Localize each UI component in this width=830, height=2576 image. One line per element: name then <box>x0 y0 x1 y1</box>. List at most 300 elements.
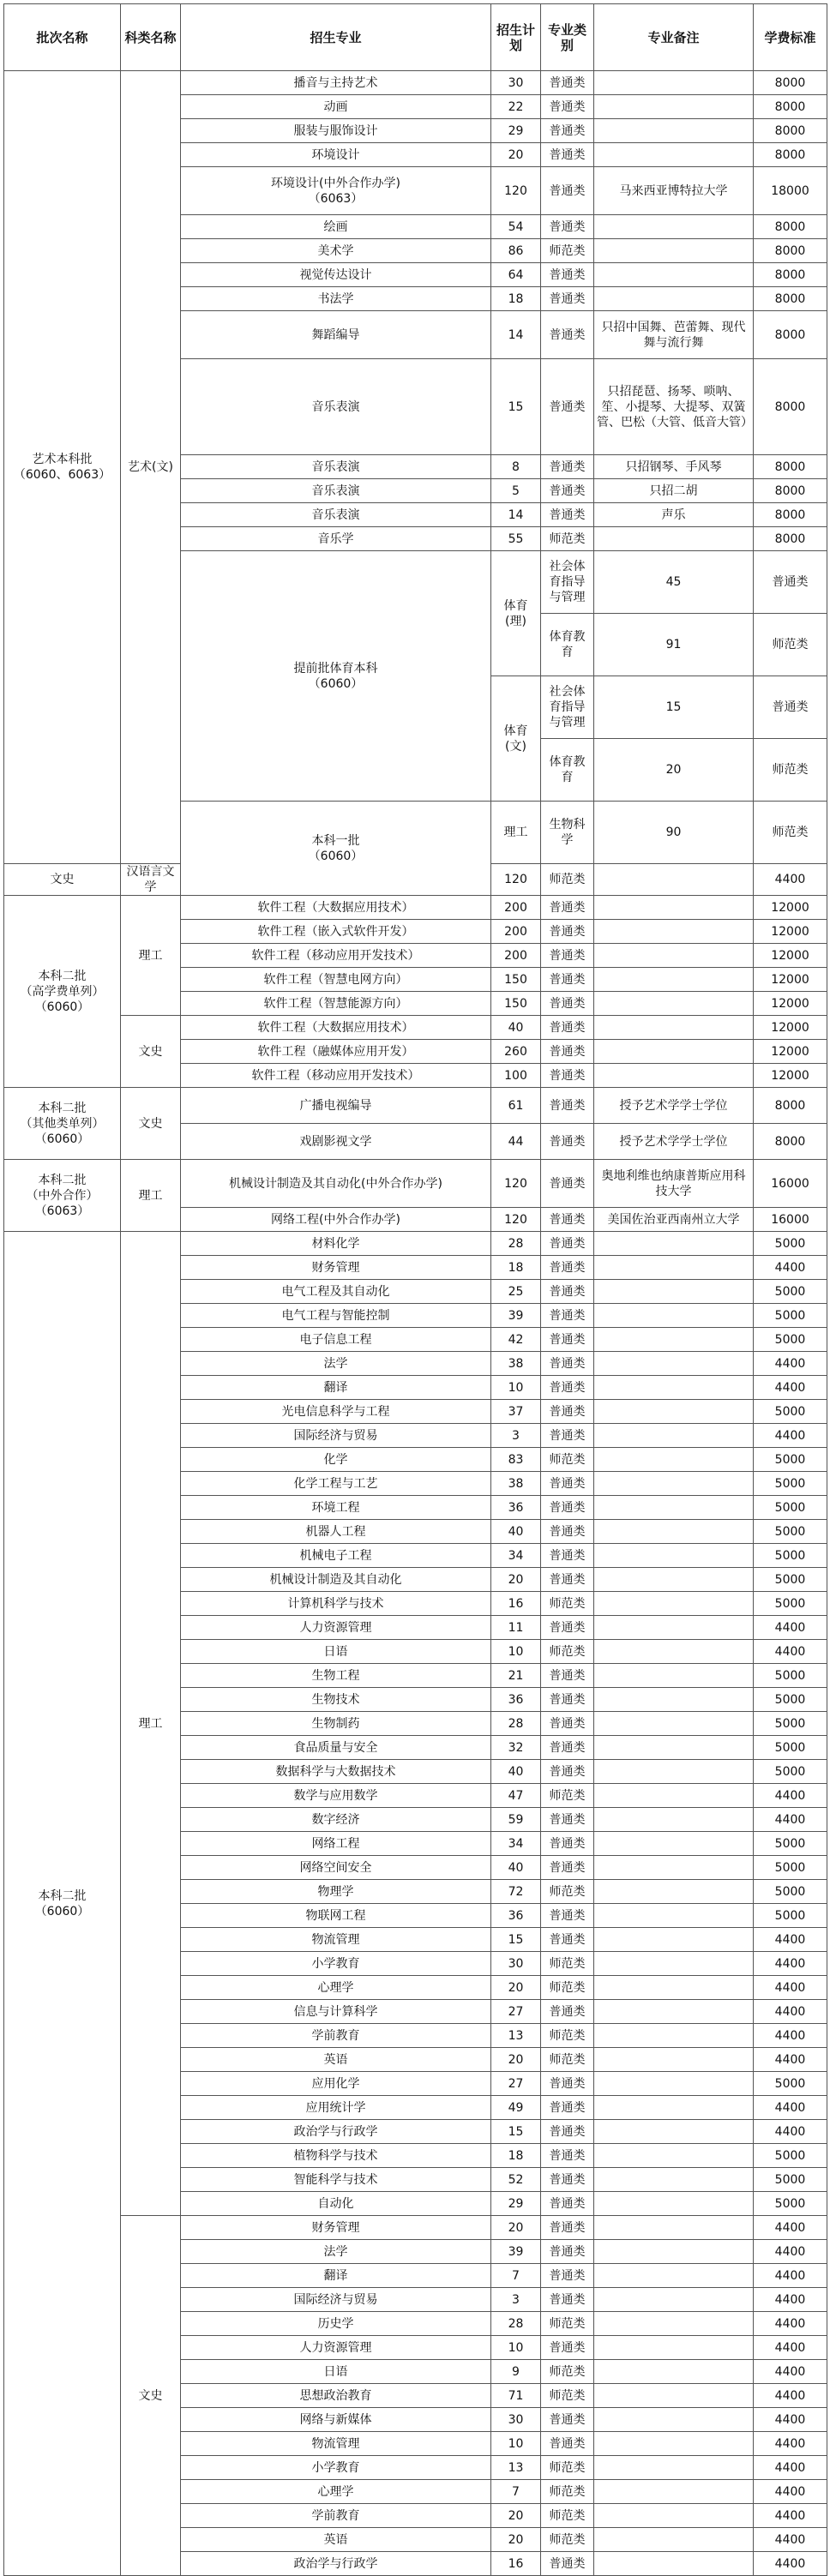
plan-cell: 10 <box>491 2432 541 2456</box>
major-cell: 软件工程（移动应用开发技术） <box>181 1064 491 1088</box>
header-type: 专业类别 <box>541 4 594 71</box>
major-cell: 物理学 <box>181 1880 491 1904</box>
fee-cell: 5000 <box>754 1856 827 1880</box>
note-cell <box>594 1568 754 1592</box>
type-cell: 师范类 <box>754 614 827 676</box>
type-cell: 普通类 <box>541 1856 594 1880</box>
type-cell: 普通类 <box>754 676 827 739</box>
category-cell: 体育(理) <box>491 551 541 676</box>
plan-cell: 25 <box>491 1280 541 1304</box>
fee-cell: 5000 <box>754 2168 827 2192</box>
type-cell: 普通类 <box>541 2432 594 2456</box>
header-row <box>4 4 827 71</box>
type-cell: 普通类 <box>541 263 594 287</box>
plan-cell: 40 <box>491 1856 541 1880</box>
major-cell: 网络与新媒体 <box>181 2408 491 2432</box>
note-cell <box>594 1280 754 1304</box>
fee-cell: 8000 <box>754 119 827 143</box>
note-cell <box>594 1232 754 1256</box>
fee-cell: 4400 <box>754 864 827 896</box>
fee-cell: 4400 <box>754 2312 827 2336</box>
note-cell <box>594 2312 754 2336</box>
plan-cell: 59 <box>491 1808 541 1832</box>
type-cell: 普通类 <box>541 1256 594 1280</box>
note-cell <box>594 2456 754 2480</box>
type-cell: 师范类 <box>541 1592 594 1616</box>
major-cell: 软件工程（大数据应用技术） <box>181 1016 491 1040</box>
major-cell: 体育教育 <box>541 614 594 676</box>
table-row <box>4 896 827 920</box>
major-cell: 生物制药 <box>181 1712 491 1736</box>
note-cell <box>594 1016 754 1040</box>
type-cell: 普通类 <box>541 992 594 1016</box>
major-cell: 思想政治教育 <box>181 2384 491 2408</box>
major-cell: 书法学 <box>181 287 491 311</box>
fee-cell: 4400 <box>754 1928 827 1952</box>
fee-cell: 5000 <box>754 1280 827 1304</box>
plan-cell: 71 <box>491 2384 541 2408</box>
fee-cell: 16000 <box>754 1208 827 1232</box>
type-cell: 师范类 <box>541 2456 594 2480</box>
major-cell: 电气工程及其自动化 <box>181 1280 491 1304</box>
note-cell <box>594 1304 754 1328</box>
table-row <box>4 1160 827 1208</box>
note-cell <box>594 1664 754 1688</box>
note-cell <box>594 1904 754 1928</box>
major-cell: 日语 <box>181 2360 491 2384</box>
type-cell: 师范类 <box>754 739 827 802</box>
type-cell: 普通类 <box>541 2288 594 2312</box>
note-cell <box>594 1760 754 1784</box>
plan-cell: 15 <box>491 1928 541 1952</box>
fee-cell: 4400 <box>754 2216 827 2240</box>
major-cell: 绘画 <box>181 215 491 239</box>
type-cell: 师范类 <box>541 1448 594 1472</box>
major-cell: 软件工程（嵌入式软件开发） <box>181 920 491 944</box>
type-cell: 普通类 <box>541 359 594 455</box>
note-cell <box>594 2096 754 2120</box>
major-cell: 音乐表演 <box>181 455 491 479</box>
fee-cell: 5000 <box>754 1328 827 1352</box>
header-major: 招生专业 <box>181 4 491 71</box>
plan-cell: 3 <box>491 2288 541 2312</box>
note-cell <box>594 896 754 920</box>
major-cell: 植物科学与技术 <box>181 2144 491 2168</box>
type-cell: 普通类 <box>541 2120 594 2144</box>
plan-cell: 7 <box>491 2480 541 2504</box>
major-cell: 财务管理 <box>181 1256 491 1280</box>
fee-cell: 4400 <box>754 2384 827 2408</box>
fee-cell: 8000 <box>754 143 827 167</box>
major-cell: 食品质量与安全 <box>181 1736 491 1760</box>
fee-cell: 12000 <box>754 992 827 1016</box>
plan-cell: 21 <box>491 1664 541 1688</box>
type-cell: 师范类 <box>541 2480 594 2504</box>
major-cell: 环境设计(中外合作办学) （6063） <box>181 167 491 215</box>
type-cell: 师范类 <box>541 2312 594 2336</box>
plan-cell: 150 <box>491 968 541 992</box>
type-cell: 普通类 <box>541 1328 594 1352</box>
note-cell <box>594 968 754 992</box>
major-cell: 学前教育 <box>181 2024 491 2048</box>
fee-cell: 5000 <box>754 1664 827 1688</box>
note-cell <box>594 1448 754 1472</box>
header-note: 专业备注 <box>594 4 754 71</box>
type-cell: 普通类 <box>541 1688 594 1712</box>
note-cell: 只招中国舞、芭蕾舞、现代舞与流行舞 <box>594 311 754 359</box>
major-cell: 机械电子工程 <box>181 1544 491 1568</box>
type-cell: 普通类 <box>541 2192 594 2216</box>
note-cell <box>594 119 754 143</box>
plan-cell: 15 <box>594 676 754 739</box>
major-cell: 动画 <box>181 95 491 119</box>
major-cell: 历史学 <box>181 2312 491 2336</box>
fee-cell: 5000 <box>754 1712 827 1736</box>
note-cell <box>594 287 754 311</box>
category-cell: 文史 <box>121 1016 181 1088</box>
plan-cell: 20 <box>491 143 541 167</box>
major-cell: 广播电视编导 <box>181 1088 491 1124</box>
fee-cell: 8000 <box>754 479 827 503</box>
major-cell: 国际经济与贸易 <box>181 2288 491 2312</box>
note-cell <box>594 1616 754 1640</box>
major-cell: 音乐学 <box>181 527 491 551</box>
plan-cell: 39 <box>491 2240 541 2264</box>
major-cell: 人力资源管理 <box>181 2336 491 2360</box>
type-cell: 普通类 <box>541 479 594 503</box>
fee-cell: 4400 <box>754 1784 827 1808</box>
major-cell: 英语 <box>181 2528 491 2552</box>
type-cell: 普通类 <box>541 1760 594 1784</box>
fee-cell: 8000 <box>754 71 827 95</box>
note-cell <box>594 2360 754 2384</box>
type-cell: 师范类 <box>541 1976 594 2000</box>
major-cell: 音乐表演 <box>181 479 491 503</box>
major-cell: 化学 <box>181 1448 491 1472</box>
plan-cell: 34 <box>491 1544 541 1568</box>
type-cell: 师范类 <box>541 2384 594 2408</box>
major-cell: 智能科学与技术 <box>181 2168 491 2192</box>
major-cell: 软件工程（智慧电网方向） <box>181 968 491 992</box>
table-row <box>4 2216 827 2240</box>
fee-cell: 5000 <box>754 1568 827 1592</box>
type-cell: 普通类 <box>541 1712 594 1736</box>
plan-cell: 40 <box>491 1016 541 1040</box>
note-cell <box>594 143 754 167</box>
plan-cell: 45 <box>594 551 754 614</box>
major-cell: 法学 <box>181 2240 491 2264</box>
fee-cell: 5000 <box>754 1904 827 1928</box>
type-cell: 师范类 <box>541 1640 594 1664</box>
note-cell <box>594 2168 754 2192</box>
type-cell: 普通类 <box>541 1664 594 1688</box>
type-cell: 普通类 <box>541 1424 594 1448</box>
plan-cell: 42 <box>491 1328 541 1352</box>
type-cell: 普通类 <box>541 1160 594 1208</box>
note-cell <box>594 1064 754 1088</box>
category-cell: 文史 <box>121 1088 181 1160</box>
note-cell <box>594 1400 754 1424</box>
major-cell: 机械设计制造及其自动化(中外合作办学) <box>181 1160 491 1208</box>
type-cell: 普通类 <box>541 1064 594 1088</box>
note-cell <box>594 2120 754 2144</box>
plan-cell: 32 <box>491 1736 541 1760</box>
plan-cell: 13 <box>491 2024 541 2048</box>
type-cell: 普通类 <box>541 1304 594 1328</box>
plan-cell: 30 <box>491 1952 541 1976</box>
major-cell: 软件工程（融媒体应用开发） <box>181 1040 491 1064</box>
fee-cell: 12000 <box>754 896 827 920</box>
plan-cell: 47 <box>491 1784 541 1808</box>
note-cell: 授予艺术学学士学位 <box>594 1088 754 1124</box>
note-cell <box>594 2432 754 2456</box>
fee-cell: 8000 <box>754 455 827 479</box>
batch-name-cell: 本科二批 （其他类单列） （6060） <box>4 1088 121 1160</box>
major-cell: 网络工程(中外合作办学) <box>181 1208 491 1232</box>
type-cell: 师范类 <box>541 2024 594 2048</box>
major-cell: 财务管理 <box>181 2216 491 2240</box>
type-cell: 普通类 <box>541 896 594 920</box>
fee-cell: 4400 <box>754 2000 827 2024</box>
plan-cell: 100 <box>491 1064 541 1088</box>
plan-cell: 28 <box>491 1232 541 1256</box>
note-cell <box>594 527 754 551</box>
major-cell: 光电信息科学与工程 <box>181 1400 491 1424</box>
plan-cell: 27 <box>491 2072 541 2096</box>
batch-name-cell: 艺术本科批 （6060、6063） <box>4 71 121 864</box>
header-plan: 招生计划 <box>491 4 541 71</box>
major-cell: 生物科学 <box>541 802 594 864</box>
major-cell: 美术学 <box>181 239 491 263</box>
major-cell: 环境设计 <box>181 143 491 167</box>
plan-cell: 10 <box>491 2336 541 2360</box>
fee-cell: 4400 <box>754 2360 827 2384</box>
fee-cell: 8000 <box>754 311 827 359</box>
fee-cell: 5000 <box>754 2192 827 2216</box>
plan-cell: 49 <box>491 2096 541 2120</box>
fee-cell: 5000 <box>754 1760 827 1784</box>
type-cell: 普通类 <box>541 119 594 143</box>
category-cell: 理工 <box>121 896 181 1016</box>
fee-cell: 8000 <box>754 1124 827 1160</box>
header-fee: 学费标准 <box>754 4 827 71</box>
type-cell: 普通类 <box>541 2144 594 2168</box>
major-cell: 网络工程 <box>181 1832 491 1856</box>
type-cell: 普通类 <box>541 2168 594 2192</box>
plan-cell: 40 <box>491 1760 541 1784</box>
fee-cell: 5000 <box>754 1472 827 1496</box>
note-cell <box>594 1328 754 1352</box>
plan-cell: 29 <box>491 2192 541 2216</box>
type-cell: 普通类 <box>541 1376 594 1400</box>
plan-cell: 120 <box>491 864 541 896</box>
plan-cell: 13 <box>491 2456 541 2480</box>
fee-cell: 4400 <box>754 2096 827 2120</box>
major-cell: 服装与服饰设计 <box>181 119 491 143</box>
category-cell: 文史 <box>4 864 121 896</box>
plan-cell: 5 <box>491 479 541 503</box>
type-cell: 普通类 <box>541 167 594 215</box>
type-cell: 普通类 <box>541 1616 594 1640</box>
category-cell: 理工 <box>491 802 541 864</box>
type-cell: 普通类 <box>541 2264 594 2288</box>
note-cell <box>594 1256 754 1280</box>
major-cell: 电子信息工程 <box>181 1328 491 1352</box>
fee-cell: 4400 <box>754 2456 827 2480</box>
type-cell: 普通类 <box>541 1400 594 1424</box>
major-cell: 心理学 <box>181 2480 491 2504</box>
type-cell: 师范类 <box>541 2504 594 2528</box>
fee-cell: 12000 <box>754 944 827 968</box>
plan-cell: 9 <box>491 2360 541 2384</box>
major-cell: 政治学与行政学 <box>181 2120 491 2144</box>
fee-cell: 4400 <box>754 1952 827 1976</box>
plan-cell: 54 <box>491 215 541 239</box>
fee-cell: 5000 <box>754 1544 827 1568</box>
fee-cell: 5000 <box>754 1832 827 1856</box>
type-cell: 普通类 <box>541 944 594 968</box>
plan-cell: 16 <box>491 2552 541 2576</box>
note-cell <box>594 864 754 896</box>
plan-cell: 14 <box>491 311 541 359</box>
header-batch: 批次名称 <box>4 4 121 71</box>
major-cell: 机器人工程 <box>181 1520 491 1544</box>
fee-cell: 4400 <box>754 2552 827 2576</box>
note-cell: 奥地利维也纳康普斯应用科技大学 <box>594 1160 754 1208</box>
table-row <box>4 1232 827 1256</box>
plan-cell: 30 <box>491 2408 541 2432</box>
note-cell <box>594 1856 754 1880</box>
fee-cell: 12000 <box>754 968 827 992</box>
type-cell: 普通类 <box>541 1520 594 1544</box>
note-cell <box>594 1496 754 1520</box>
plan-cell: 14 <box>491 503 541 527</box>
major-cell: 应用统计学 <box>181 2096 491 2120</box>
plan-cell: 20 <box>491 1568 541 1592</box>
plan-cell: 27 <box>491 2000 541 2024</box>
note-cell <box>594 1544 754 1568</box>
plan-cell: 20 <box>491 1976 541 2000</box>
type-cell: 普通类 <box>541 215 594 239</box>
major-cell: 汉语言文学 <box>121 864 181 896</box>
plan-cell: 8 <box>491 455 541 479</box>
fee-cell: 8000 <box>754 287 827 311</box>
table-body <box>4 71 827 2576</box>
note-cell <box>594 2528 754 2552</box>
type-cell: 普通类 <box>541 2216 594 2240</box>
note-cell <box>594 2384 754 2408</box>
plan-cell: 36 <box>491 1496 541 1520</box>
note-cell <box>594 2048 754 2072</box>
major-cell: 小学教育 <box>181 1952 491 1976</box>
plan-cell: 28 <box>491 1712 541 1736</box>
major-cell: 翻译 <box>181 2264 491 2288</box>
fee-cell: 4400 <box>754 1808 827 1832</box>
note-cell <box>594 1376 754 1400</box>
plan-cell: 7 <box>491 2264 541 2288</box>
note-cell <box>594 2264 754 2288</box>
plan-cell: 34 <box>491 1832 541 1856</box>
note-cell <box>594 215 754 239</box>
major-cell: 数据科学与大数据技术 <box>181 1760 491 1784</box>
major-cell: 小学教育 <box>181 2456 491 2480</box>
batch-name-cell: 本科二批 （中外合作） （6063） <box>4 1160 121 1232</box>
fee-cell: 8000 <box>754 359 827 455</box>
note-cell <box>594 2336 754 2360</box>
note-cell <box>594 1472 754 1496</box>
fee-cell: 4400 <box>754 1256 827 1280</box>
plan-cell: 20 <box>594 739 754 802</box>
plan-cell: 61 <box>491 1088 541 1124</box>
note-cell <box>594 2216 754 2240</box>
type-cell: 普通类 <box>541 1568 594 1592</box>
note-cell: 授予艺术学学士学位 <box>594 1124 754 1160</box>
major-cell: 英语 <box>181 2048 491 2072</box>
major-cell: 材料化学 <box>181 1232 491 1256</box>
note-cell <box>594 2240 754 2264</box>
plan-cell: 16 <box>491 1592 541 1616</box>
plan-cell: 90 <box>594 802 754 864</box>
major-cell: 政治学与行政学 <box>181 2552 491 2576</box>
note-cell: 只招钢琴、手风琴 <box>594 455 754 479</box>
fee-cell: 4400 <box>754 1376 827 1400</box>
type-cell: 师范类 <box>541 2528 594 2552</box>
batch-name-cell: 提前批体育本科 （6060） <box>181 551 491 802</box>
note-cell: 声乐 <box>594 503 754 527</box>
type-cell: 普通类 <box>541 1124 594 1160</box>
plan-cell: 15 <box>491 359 541 455</box>
type-cell: 普通类 <box>541 455 594 479</box>
type-cell: 师范类 <box>541 2048 594 2072</box>
major-cell: 应用化学 <box>181 2072 491 2096</box>
type-cell: 普通类 <box>541 287 594 311</box>
plan-cell: 40 <box>491 1520 541 1544</box>
category-cell: 艺术(文) <box>121 71 181 864</box>
note-cell <box>594 2480 754 2504</box>
type-cell: 普通类 <box>541 2240 594 2264</box>
type-cell: 普通类 <box>541 1472 594 1496</box>
type-cell: 普通类 <box>541 71 594 95</box>
plan-cell: 3 <box>491 1424 541 1448</box>
note-cell <box>594 2144 754 2168</box>
type-cell: 普通类 <box>541 503 594 527</box>
note-cell <box>594 1520 754 1544</box>
type-cell: 普通类 <box>541 968 594 992</box>
table-row <box>4 1088 827 1124</box>
note-cell <box>594 992 754 1016</box>
note-cell <box>594 1712 754 1736</box>
plan-cell: 39 <box>491 1304 541 1328</box>
major-cell: 网络空间安全 <box>181 1856 491 1880</box>
major-cell: 舞蹈编导 <box>181 311 491 359</box>
fee-cell: 8000 <box>754 527 827 551</box>
fee-cell: 4400 <box>754 2024 827 2048</box>
fee-cell: 4400 <box>754 2048 827 2072</box>
major-cell: 数学与应用数学 <box>181 1784 491 1808</box>
note-cell <box>594 1736 754 1760</box>
plan-cell: 36 <box>491 1688 541 1712</box>
fee-cell: 8000 <box>754 239 827 263</box>
fee-cell: 5000 <box>754 1880 827 1904</box>
type-cell: 普通类 <box>541 311 594 359</box>
major-cell: 自动化 <box>181 2192 491 2216</box>
note-cell <box>594 1928 754 1952</box>
type-cell: 普通类 <box>541 95 594 119</box>
note-cell <box>594 1976 754 2000</box>
major-cell: 软件工程（智慧能源方向） <box>181 992 491 1016</box>
type-cell: 普通类 <box>541 1808 594 1832</box>
major-cell: 物流管理 <box>181 1928 491 1952</box>
